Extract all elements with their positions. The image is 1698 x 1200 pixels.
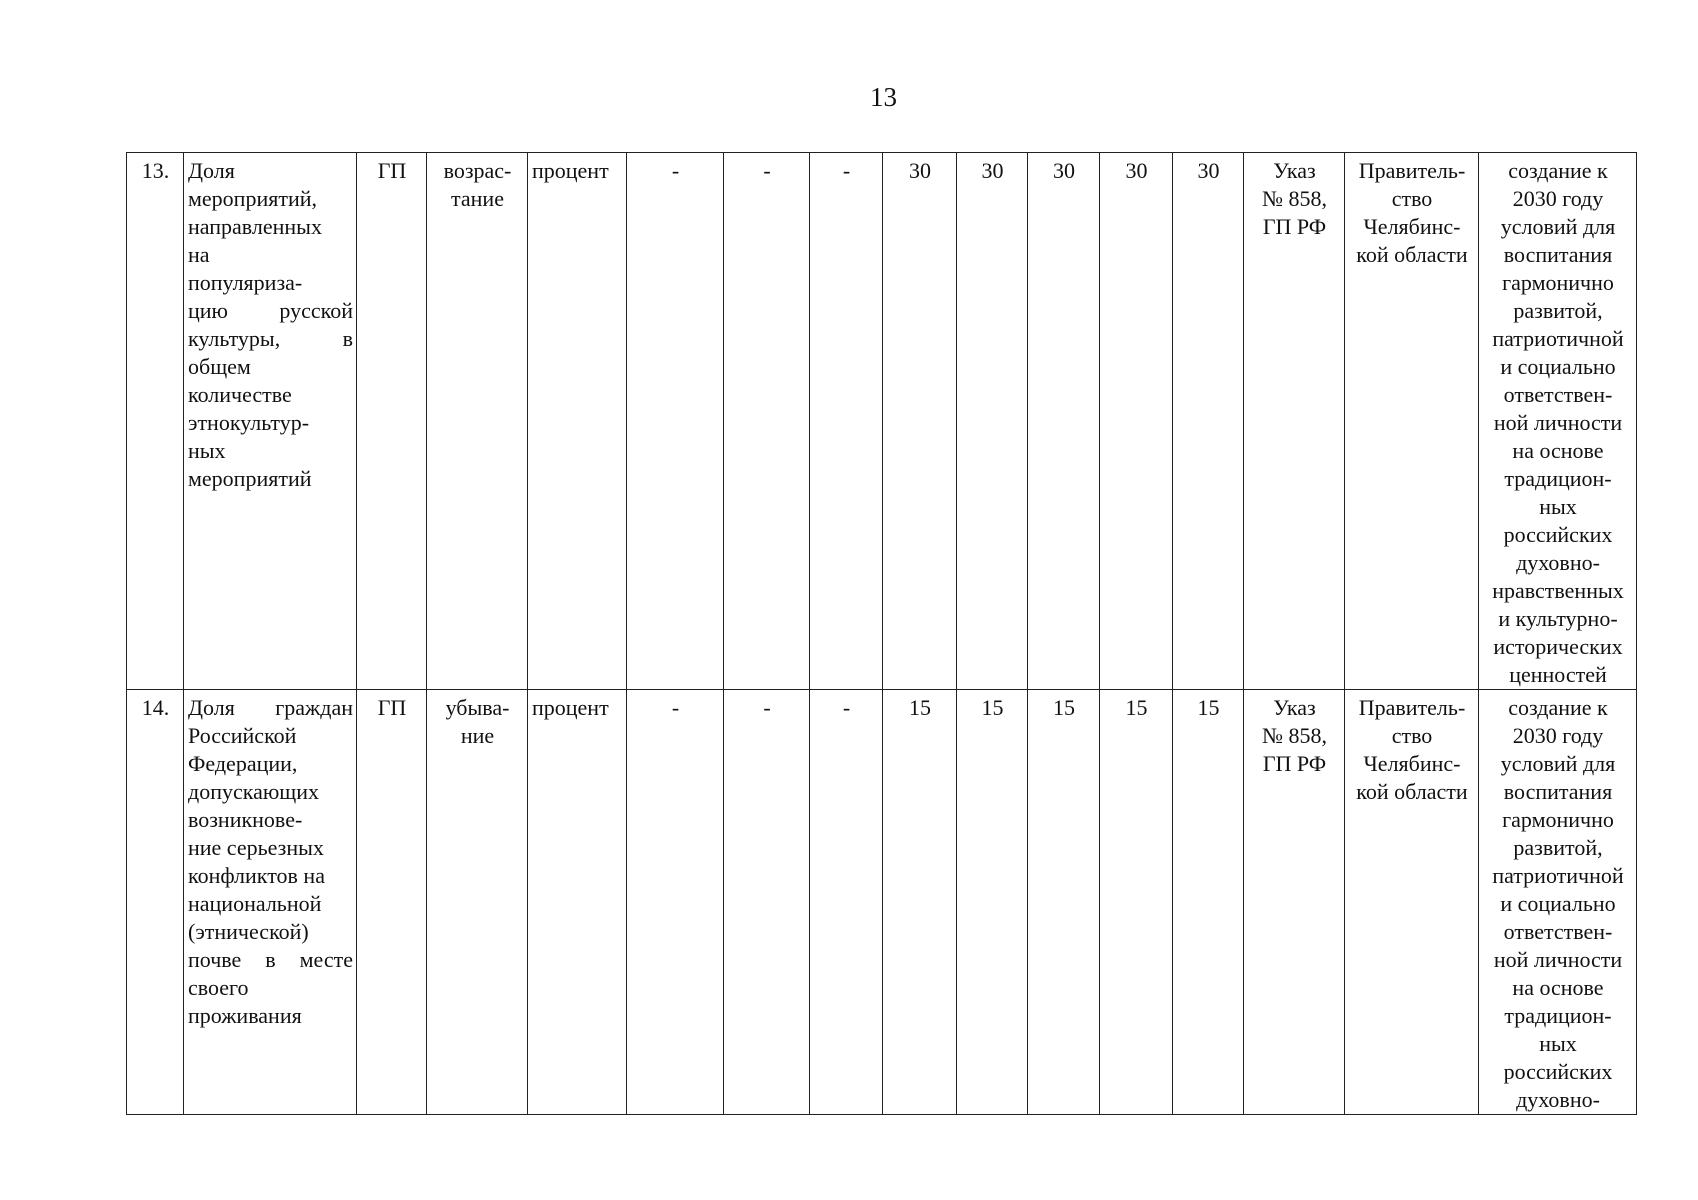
indicator-name: Доля мероприятий, направленных на популяриза- цию русской культуры, в общем количестве этнокультур- ных мероприятий bbox=[184, 153, 357, 690]
goal-cell: создание к 2030 году условий для воспитания гармонично развитой, патриотичной и социально ответствен- ной личности на основе традицион- ных российских духовно- нравственных и культурно- исторических ценностей bbox=[1479, 153, 1637, 690]
base-value-cell: - bbox=[627, 153, 724, 690]
level-cell: ГП bbox=[357, 153, 427, 690]
goal-cell: создание к 2030 году условий для воспитания гармонично развитой, патриотичной и социально ответствен- ной личности на основе традицион- ных российских духовно- bbox=[1479, 690, 1637, 1115]
base-value-cell: - bbox=[810, 153, 883, 690]
document-cell: Указ № 858, ГП РФ bbox=[1244, 690, 1345, 1115]
year-value-cell: 30 bbox=[1100, 153, 1173, 690]
unit-cell: процент bbox=[528, 690, 627, 1115]
base-value-cell: - bbox=[810, 690, 883, 1115]
year-value-cell: 30 bbox=[957, 153, 1028, 690]
responsible-cell: Правитель- ство Челябинс- кой области bbox=[1345, 690, 1479, 1115]
year-value-cell: 30 bbox=[1173, 153, 1244, 690]
trend-cell: возрас- тание bbox=[427, 153, 528, 690]
base-value-cell: - bbox=[724, 690, 810, 1115]
table-row bbox=[127, 153, 1637, 690]
base-value-cell: - bbox=[627, 690, 724, 1115]
year-value-cell: 15 bbox=[1028, 690, 1100, 1115]
year-value-cell: 30 bbox=[883, 153, 957, 690]
indicators-table bbox=[126, 152, 1637, 1115]
table-row bbox=[127, 690, 1637, 1115]
year-value-cell: 15 bbox=[957, 690, 1028, 1115]
year-value-cell: 15 bbox=[1100, 690, 1173, 1115]
responsible-cell: Правитель- ство Челябинс- кой области bbox=[1345, 153, 1479, 690]
level-cell: ГП bbox=[357, 690, 427, 1115]
year-value-cell: 30 bbox=[1028, 153, 1100, 690]
trend-cell: убыва- ние bbox=[427, 690, 528, 1115]
page-number: 13 bbox=[870, 82, 897, 112]
document-cell: Указ № 858, ГП РФ bbox=[1244, 153, 1345, 690]
row-number: 13. bbox=[127, 153, 184, 690]
year-value-cell: 15 bbox=[1173, 690, 1244, 1115]
indicator-name: Доля граждан Российской Федерации, допускающих возникнове- ние серьезных конфликтов на национальной (этнической) почве в месте своего проживания bbox=[184, 690, 357, 1115]
year-value-cell: 15 bbox=[883, 690, 957, 1115]
base-value-cell: - bbox=[724, 153, 810, 690]
unit-cell: процент bbox=[528, 153, 627, 690]
row-number: 14. bbox=[127, 690, 184, 1115]
